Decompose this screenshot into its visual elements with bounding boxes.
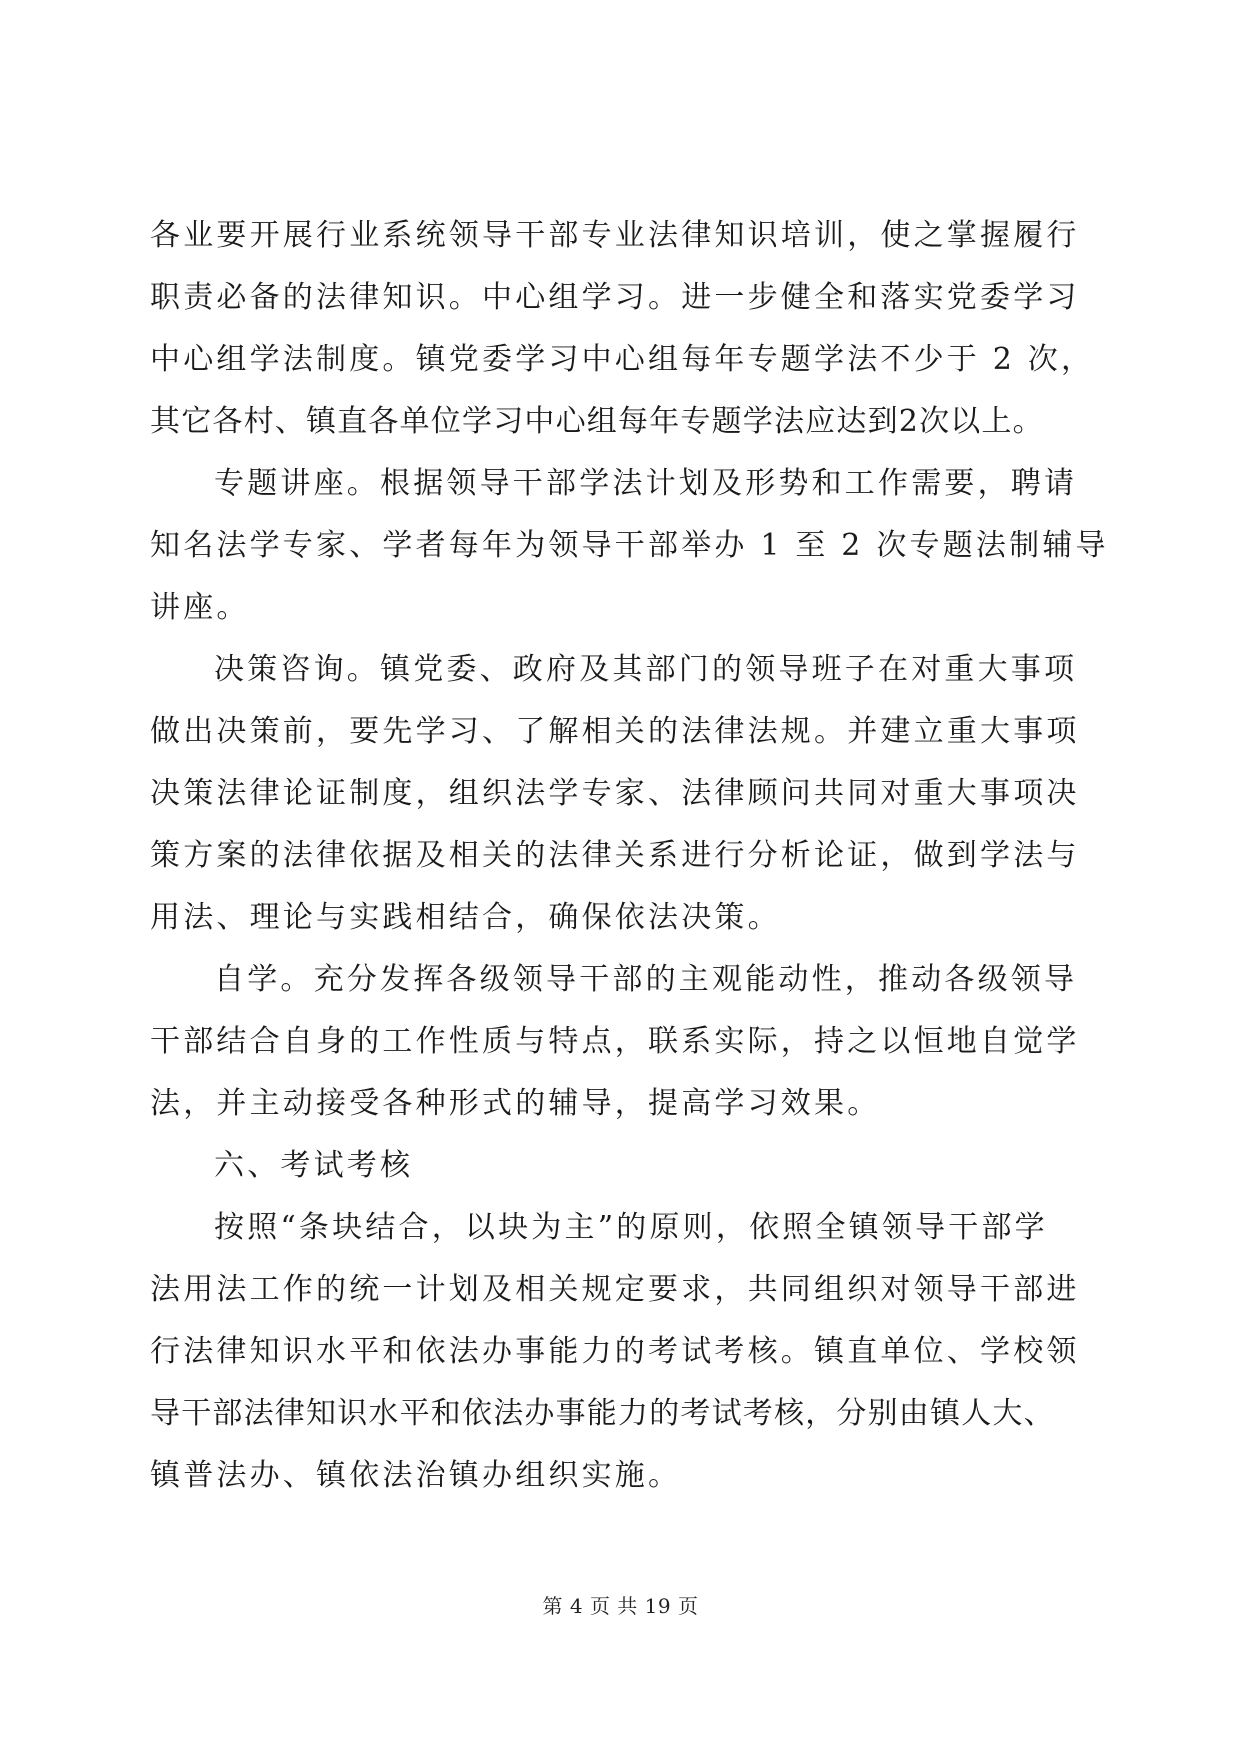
- paragraph-first-line: 自学。充分发挥各级领导干部的主观能动性，推动各级领导: [214, 962, 1078, 997]
- text-line: 用法、理论与实践相结合，确保依法决策。: [150, 900, 781, 935]
- text-line: 法用法工作的统一计划及相关规定要求，共同组织对领导干部进: [150, 1272, 1080, 1307]
- text-line: 镇普法办、镇依法治镇办组织实施。: [150, 1458, 682, 1493]
- page-number-footer: 第 4 页 共 19 页: [542, 1594, 699, 1618]
- text-line: 做出决策前，要先学习、了解相关的法律法规。并建立重大事项: [150, 714, 1080, 749]
- text-line: 干部结合自身的工作性质与特点，联系实际，持之以恒地自觉学: [150, 1024, 1080, 1059]
- text-line: 其它各村、镇直各单位学习中心组每年专题学法应达到2次以上。: [150, 404, 1044, 439]
- paragraph-first-line: 按照“条块结合，以块为主”的原则，依照全镇领导干部学: [214, 1210, 1048, 1245]
- text-line: 行法律知识水平和依法办事能力的考试考核。镇直单位、学校领: [150, 1334, 1080, 1369]
- paragraph-first-line: 决策咨询。镇党委、政府及其部门的领导班子在对重大事项: [214, 652, 1078, 687]
- section-heading: 六、考试考核: [214, 1148, 414, 1183]
- document-body: [150, 205, 1109, 1507]
- paragraph-first-line: 专题讲座。根据领导干部学法计划及形势和工作需要，聘请: [214, 466, 1078, 501]
- text-line: 各业要开展行业系统领导干部专业法律知识培训，使之掌握履行: [150, 218, 1080, 253]
- text-line: 法，并主动接受各种形式的辅导，提高学习效果。: [150, 1086, 881, 1121]
- text-line: 职责必备的法律知识。中心组学习。进一步健全和落实党委学习: [150, 280, 1080, 315]
- text-line: 导干部法律知识水平和依法办事能力的考试考核，分别由镇人大、: [150, 1396, 1055, 1431]
- text-line: 知名法学专家、学者每年为领导干部举办 1 至 2 次专题法制辅导: [150, 528, 1109, 563]
- text-line: 中心组学法制度。镇党委学习中心组每年专题学法不少于 2 次，: [150, 342, 1095, 377]
- text-line: 决策法律论证制度，组织法学专家、法律顾问共同对重大事项决: [150, 776, 1080, 811]
- text-line: 讲座。: [150, 590, 250, 625]
- text-line: 策方案的法律依据及相关的法律关系进行分析论证，做到学法与: [150, 838, 1080, 873]
